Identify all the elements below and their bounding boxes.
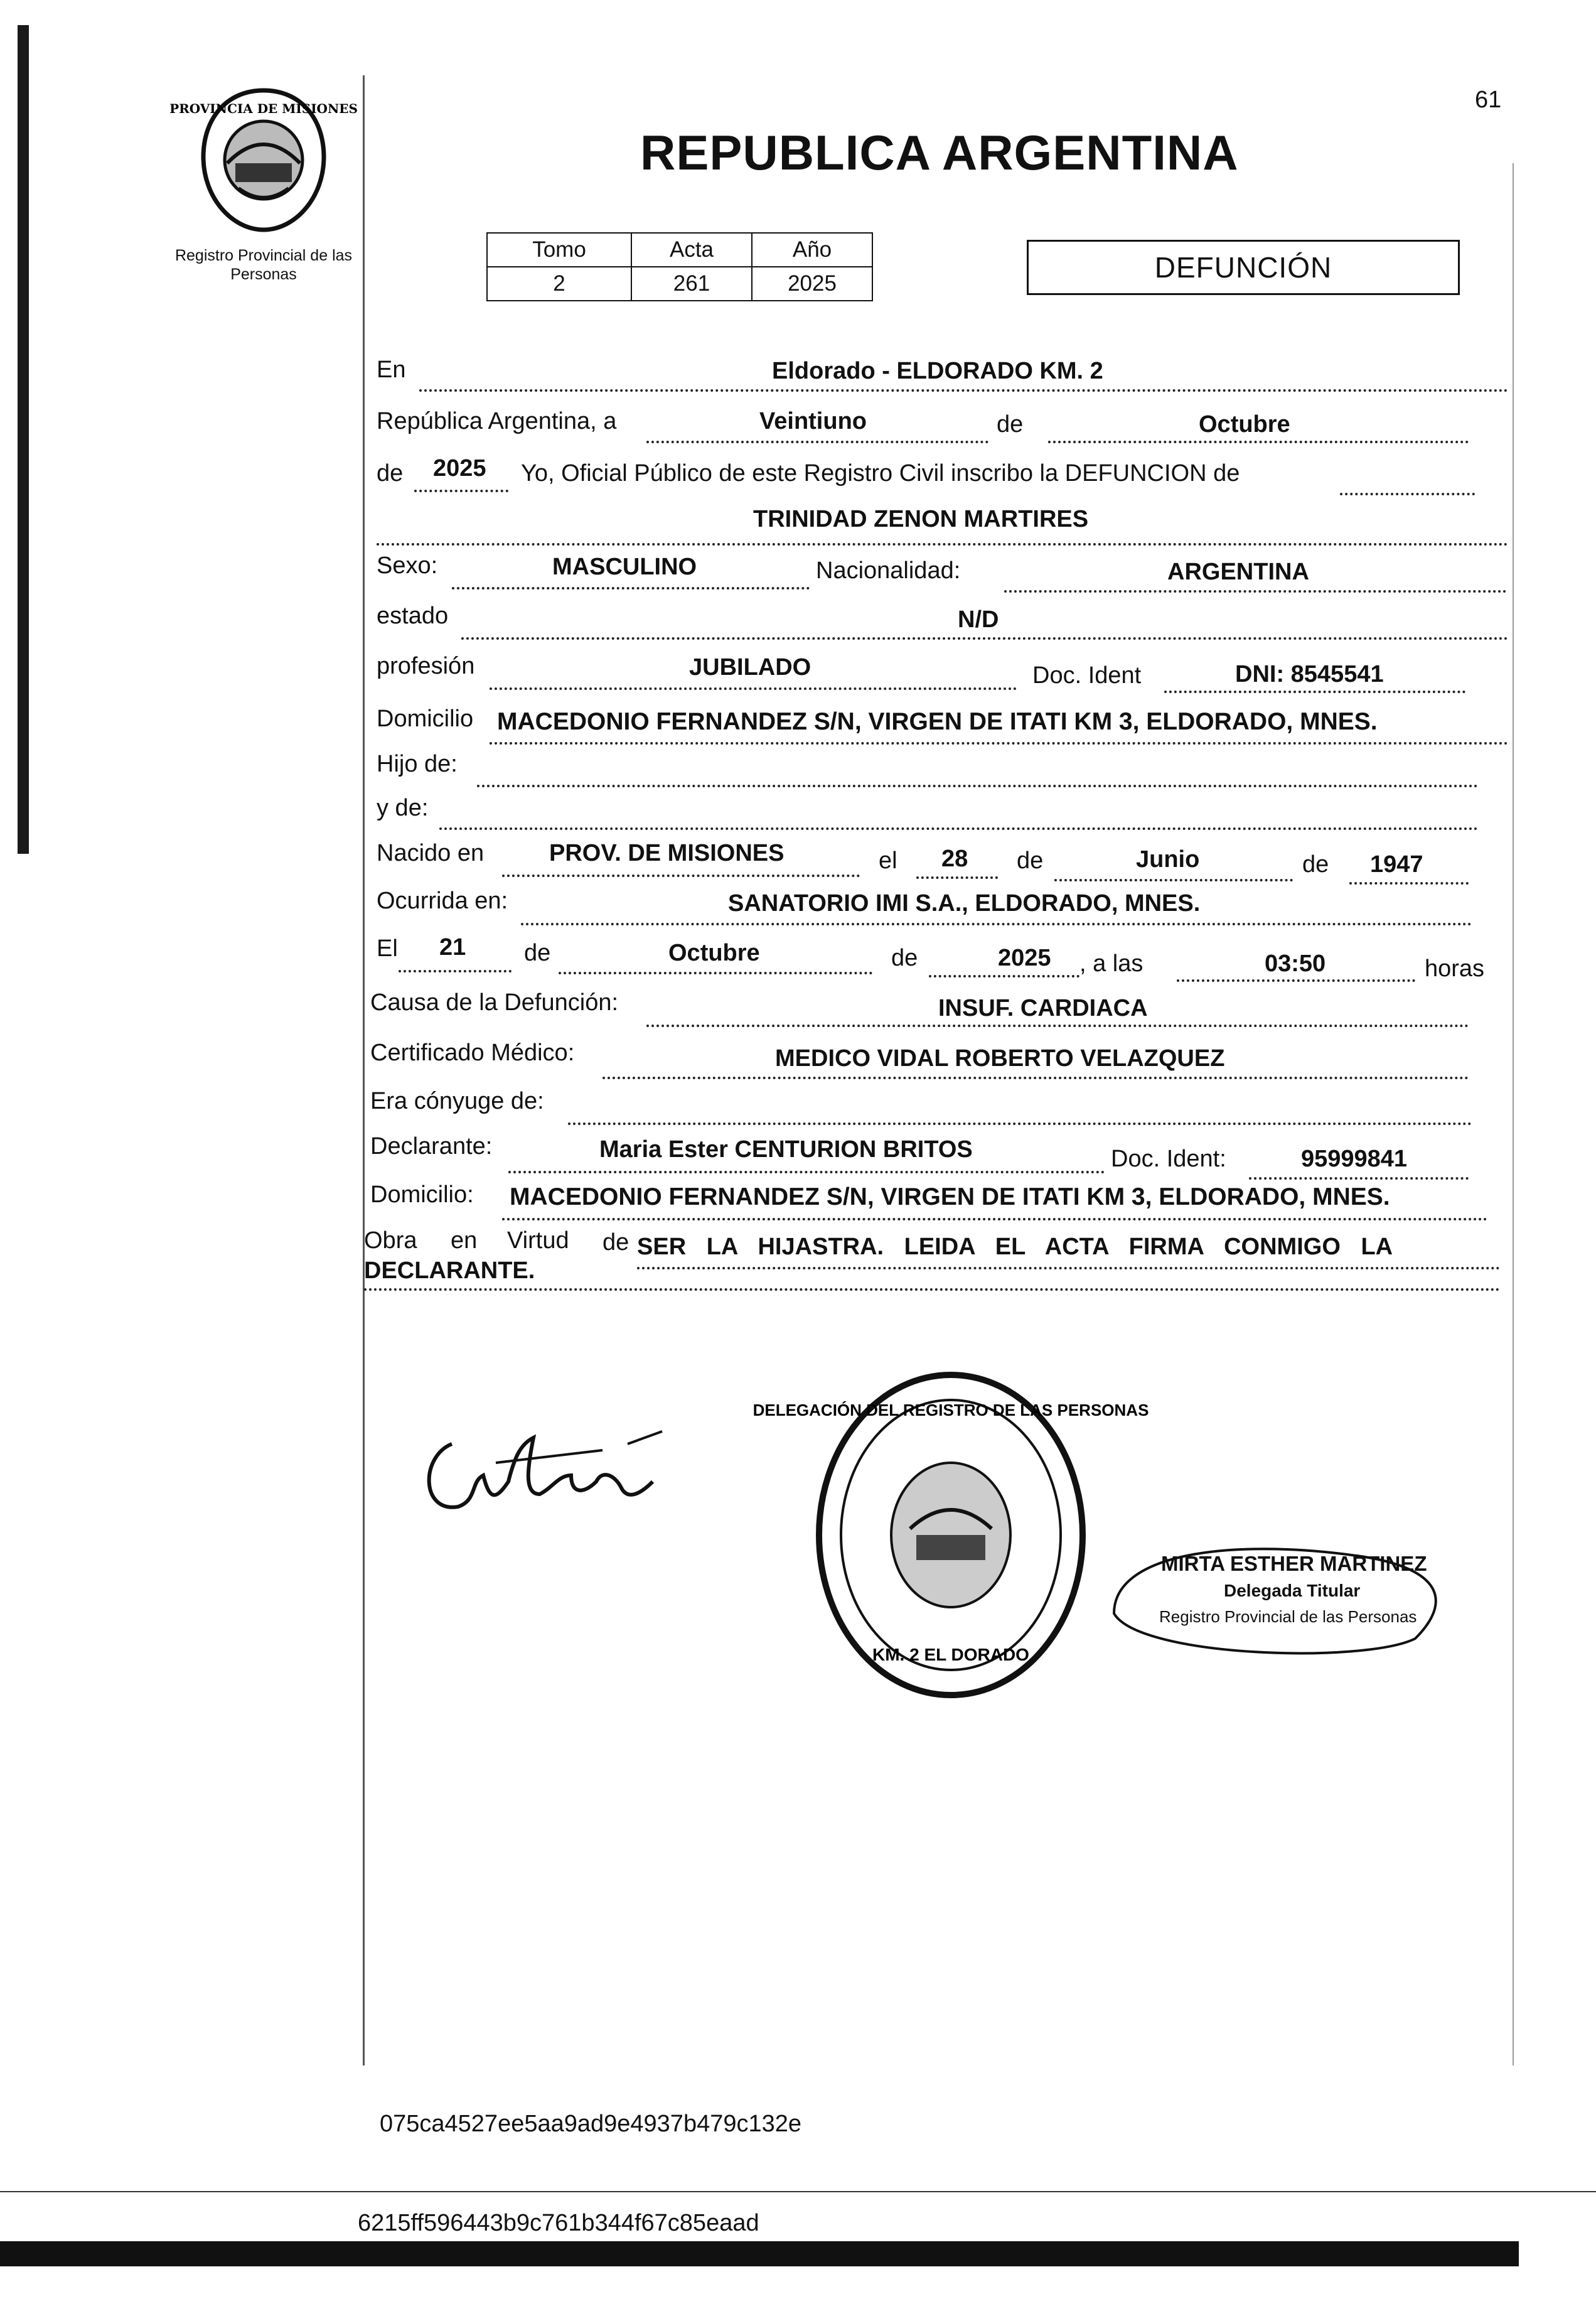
republica-label: República Argentina, a: [377, 408, 617, 434]
name-line: [377, 543, 1508, 546]
month-line: [1048, 441, 1469, 443]
domicilio2-line: [502, 1218, 1487, 1220]
doc-label: Doc. Ident: [1032, 662, 1142, 689]
register-header-acta: Acta: [631, 233, 752, 267]
declarante-label: Declarante:: [370, 1133, 493, 1160]
registry-round-stamp: [752, 1365, 1149, 1704]
causa-line: [646, 1025, 1469, 1027]
nacionalidad-line: [1004, 590, 1506, 593]
deceased-name-value: TRINIDAD ZENON MARTIRES: [753, 506, 1089, 532]
nacido-line: [502, 875, 860, 877]
death-day-value: 21: [439, 934, 466, 961]
declarante-line: [508, 1171, 1105, 1173]
death-de3-label: de: [524, 940, 551, 966]
scan-edge-left: [18, 25, 29, 854]
sexo-line: [452, 587, 810, 590]
obra-line-2: [364, 1288, 1500, 1291]
doc2-line: [1249, 1177, 1469, 1180]
page-number: 61: [1475, 87, 1502, 113]
place-value: Eldorado - ELDORADO KM. 2: [772, 358, 1103, 384]
yde-line: [439, 827, 1478, 830]
death-time-value: 03:50: [1265, 950, 1326, 977]
stamp-text: DELEGACIÓN DEL REGISTRO DE LAS PERSONAS: [752, 1401, 1149, 1419]
nacido-label: Nacido en: [377, 840, 485, 866]
form-left-rule: [363, 75, 365, 2065]
de-label: de: [997, 411, 1024, 438]
death-de4-label: de: [891, 945, 918, 971]
register-header-tomo: Tomo: [487, 233, 631, 267]
form-right-rule: [1513, 163, 1514, 2065]
alas-label: , a las: [1079, 950, 1143, 977]
birth-day-line: [916, 876, 998, 879]
domicilio-line: [490, 742, 1508, 745]
ocurrida-value: SANATORIO IMI S.A., ELDORADO, MNES.: [728, 890, 1201, 917]
sexo-label: Sexo:: [377, 552, 438, 579]
birth-month-value: Junio: [1136, 846, 1200, 873]
birth-year-value: 1947: [1370, 851, 1423, 878]
obra-label-1: Obra: [364, 1227, 417, 1254]
org-name: Registro Provincial de las Personas: [174, 247, 353, 283]
certificado-label: Certificado Médico:: [370, 1040, 575, 1066]
province-seal-logo: [169, 88, 358, 232]
certificado-line: [603, 1077, 1469, 1079]
time-line: [1177, 979, 1415, 982]
domicilio-value: MACEDONIO FERNANDEZ S/N, VIRGEN DE ITATI KM 3, ELDORADO, MNES.: [497, 708, 1378, 735]
doc-line: [1164, 691, 1465, 693]
official-line: [1340, 493, 1475, 495]
register-value-tomo: 2: [487, 267, 631, 301]
death-month-value: Octubre: [668, 940, 760, 966]
domicilio2-value: MACEDONIO FERNANDEZ S/N, VIRGEN DE ITATI KM 3, ELDORADO, MNES.: [510, 1183, 1390, 1210]
official-stamp-role: Delegada Titular: [1224, 1581, 1361, 1600]
stamp-bottom-text: KM. 2 EL DORADO: [872, 1645, 1029, 1664]
conyuge-line: [568, 1123, 1472, 1125]
en-line: [419, 389, 1508, 392]
register-header-anio: Año: [752, 233, 872, 267]
birth-year-line: [1349, 882, 1469, 885]
official-text: Yo, Oficial Público de este Registro Civil inscribo la DEFUNCION de: [521, 460, 1240, 487]
seal-text: PROVINCIA DE MISIONES: [169, 101, 358, 116]
day-line: [646, 441, 988, 443]
en-label: En: [377, 357, 406, 383]
horas-label: horas: [1425, 956, 1485, 982]
register-table: [486, 232, 873, 301]
official-stamp-name: MIRTA ESTHER MARTINEZ: [1161, 1552, 1427, 1575]
profesion-label: profesión: [377, 653, 475, 679]
death-day-line: [399, 970, 511, 972]
day-written-value: Veintiuno: [759, 408, 867, 434]
official-oval-stamp: [1101, 1526, 1478, 1664]
doc-value: DNI: 8545541: [1235, 661, 1384, 687]
conyuge-label: Era cónyuge de:: [370, 1088, 544, 1114]
birth-month-line: [1054, 879, 1293, 881]
obra-label-2: en: [451, 1227, 478, 1254]
ocurrida-line: [521, 923, 1472, 925]
document-title: REPUBLICA ARGENTINA: [640, 125, 1239, 180]
death-month-line: [559, 972, 872, 974]
obra-value-line1: SER LA HIJASTRA. LEIDA EL ACTA FIRMA CONMIGO LA: [637, 1234, 1393, 1260]
hijo-line: [477, 785, 1478, 787]
hijo-label: Hijo de:: [377, 751, 458, 777]
doc2-value: 95999841: [1301, 1146, 1408, 1172]
birth-day-value: 28: [941, 846, 968, 872]
obra-label-4: de: [603, 1229, 629, 1256]
obra-line-1: [637, 1267, 1500, 1269]
profesion-value: JUBILADO: [689, 654, 811, 681]
month-value: Octubre: [1199, 411, 1290, 438]
nacionalidad-value: ARGENTINA: [1167, 559, 1309, 585]
birth-el-label: el: [879, 848, 897, 874]
causa-value: INSUF. CARDIACA: [938, 995, 1148, 1021]
birth-de2-label: de: [1302, 851, 1329, 878]
birth-de1-label: de: [1017, 848, 1044, 874]
certificado-value: MEDICO VIDAL ROBERTO VELAZQUEZ: [775, 1045, 1225, 1072]
declarante-value: Maria Ester CENTURION BRITOS: [599, 1136, 973, 1163]
year-de-label: de: [377, 460, 404, 487]
nacionalidad-label: Nacionalidad:: [816, 557, 961, 584]
estado-value: N/D: [958, 606, 999, 633]
obra-label-3: Virtud: [507, 1227, 569, 1254]
declarant-signature: [414, 1406, 678, 1532]
register-value-acta: 261: [631, 267, 752, 301]
death-el-label: El: [377, 935, 398, 962]
ocurrida-label: Ocurrida en:: [377, 888, 508, 914]
domicilio-label: Domicilio: [377, 706, 474, 732]
record-type-box: DEFUNCIÓN: [1027, 240, 1460, 295]
death-year-line: [929, 975, 1079, 977]
document-hash-2: 6215ff596443b9c761b344f67c85eaad: [358, 2210, 759, 2236]
profesion-line: [490, 687, 1017, 690]
sexo-value: MASCULINO: [552, 554, 697, 580]
domicilio2-label: Domicilio:: [370, 1182, 474, 1208]
document-hash-1: 075ca4527ee5aa9ad9e4937b479c132e: [380, 2111, 802, 2137]
nacido-value: PROV. DE MISIONES: [549, 840, 785, 866]
scan-edge-bottom: [0, 2241, 1519, 2266]
death-year-value: 2025: [998, 945, 1051, 971]
estado-label: estado: [377, 603, 449, 629]
footer-rule: [0, 2191, 1596, 2192]
year-line: [414, 490, 508, 492]
obra-value-line2: DECLARANTE.: [364, 1257, 535, 1284]
doc2-label: Doc. Ident:: [1111, 1146, 1226, 1172]
official-stamp-org: Registro Provincial de las Personas: [1159, 1607, 1417, 1626]
yde-label: y de:: [377, 795, 429, 821]
register-value-anio: 2025: [752, 267, 872, 301]
year-value: 2025: [433, 455, 486, 482]
causa-label: Causa de la Defunción:: [370, 989, 619, 1016]
estado-line: [461, 637, 1508, 640]
